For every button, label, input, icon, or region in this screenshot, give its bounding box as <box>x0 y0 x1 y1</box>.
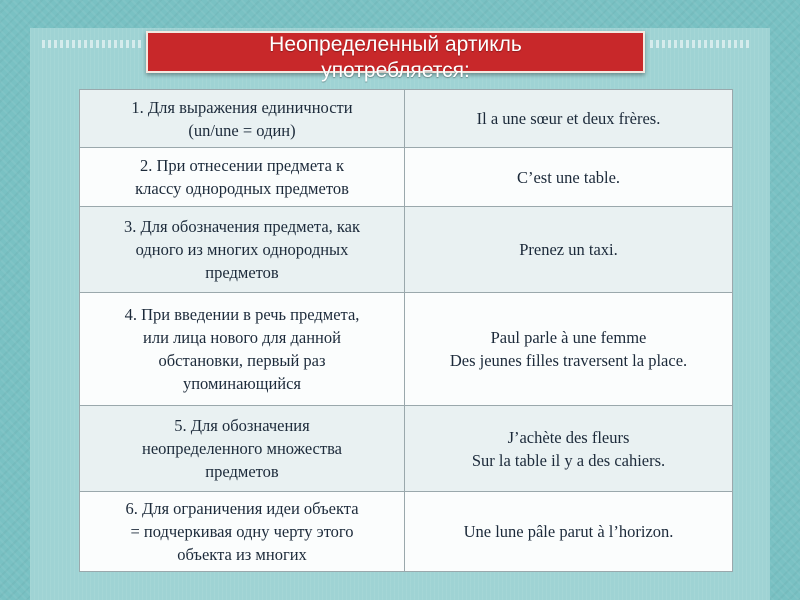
example-text: Des jeunes filles traversent la place. <box>449 351 688 370</box>
example-text: J’achète des fleurs <box>507 427 630 447</box>
example-cell <box>405 148 733 207</box>
rule-cell <box>80 207 405 293</box>
decorative-stitch-left <box>42 40 142 48</box>
example-text: C’est une table. <box>516 167 621 187</box>
table-row <box>80 406 733 492</box>
rule-text: объекта из многих <box>177 545 307 564</box>
example-cell <box>405 90 733 148</box>
rule-cell <box>80 406 405 492</box>
example-cell <box>405 207 733 293</box>
example-cell <box>405 406 733 492</box>
rule-text: 3. Для обозначения предмета, как <box>123 217 361 236</box>
rule-text: = подчеркивая одну черту этого <box>130 522 354 541</box>
example-cell <box>405 492 733 572</box>
rule-cell <box>80 293 405 406</box>
rule-text: 5. Для обозначения <box>174 416 310 435</box>
rule-text: 6. Для ограничения идеи объекта <box>125 499 359 518</box>
table-row <box>80 148 733 207</box>
rule-cell <box>80 148 405 207</box>
table-row <box>80 207 733 293</box>
example-text: Prenez un taxi. <box>519 240 618 259</box>
title-banner <box>146 31 645 82</box>
rule-text: или лица нового для данной <box>143 328 341 347</box>
slide-title <box>148 32 643 84</box>
rule-text: 4. При введении в речь предмета, <box>124 305 360 324</box>
title-line-1: Неопределенный артикль <box>269 33 522 56</box>
rule-text: одного из многих однородных <box>135 240 349 259</box>
example-text: Une lune pâle parut à l’horizon. <box>463 522 674 541</box>
example-cell <box>405 293 733 406</box>
example-text: Sur la table il y a des cahiers. <box>471 450 666 470</box>
rule-text: 2. При отнесении предмета к <box>139 156 345 175</box>
example-text: Il a une sœur et deux frères. <box>476 109 661 128</box>
rule-text: неопределенного множества <box>142 439 342 458</box>
rule-text: обстановки, первый раз <box>158 351 326 370</box>
rule-text: классу однородных предметов <box>135 179 349 198</box>
article-usage-table <box>79 89 733 572</box>
rule-text: 1. Для выражения единичности <box>131 97 353 117</box>
rule-text: (un/une = один) <box>188 120 296 140</box>
example-text: Paul parle à une femme <box>490 328 647 347</box>
rule-text: упоминающийся <box>182 374 302 393</box>
decorative-stitch-right <box>650 40 750 48</box>
table-row <box>80 90 733 148</box>
table-row <box>80 293 733 406</box>
rule-cell <box>80 492 405 572</box>
rule-text: предметов <box>205 462 279 481</box>
rule-cell <box>80 90 405 148</box>
rule-text: предметов <box>205 263 279 282</box>
title-line-2: употребляется: <box>321 59 470 82</box>
table-row <box>80 492 733 572</box>
